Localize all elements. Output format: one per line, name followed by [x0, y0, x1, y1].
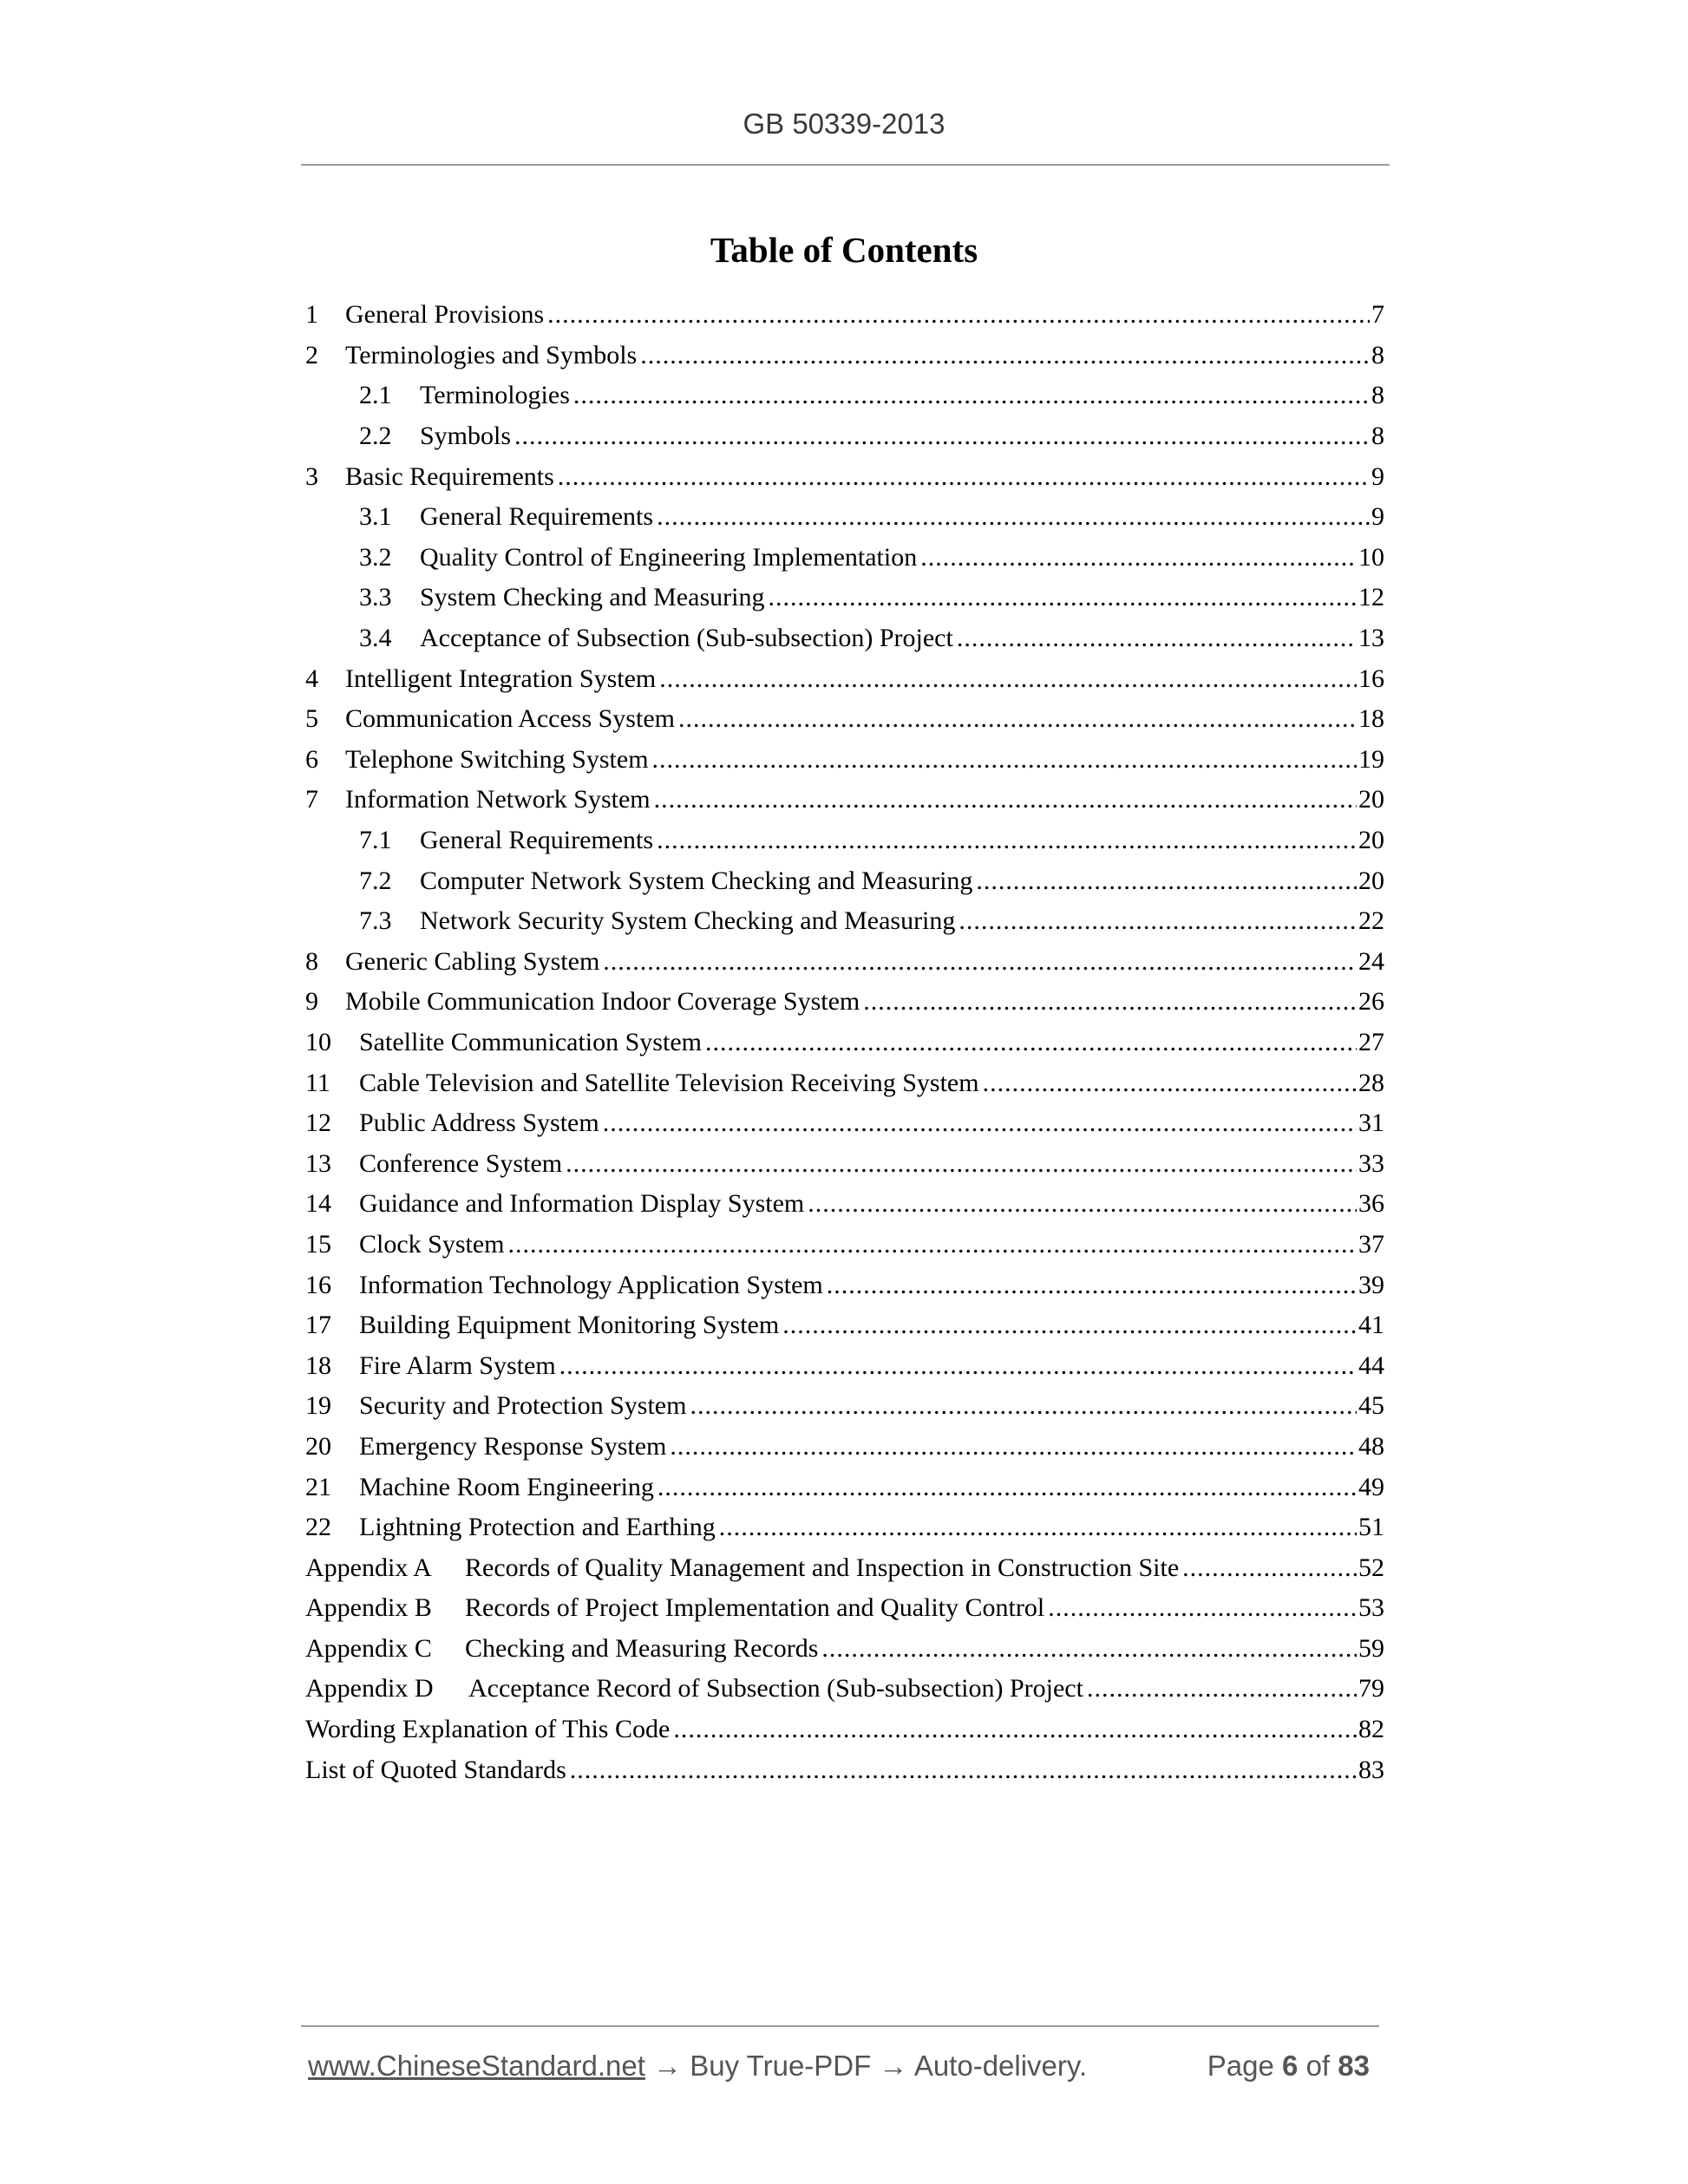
- toc-entry-it-application[interactable]: [305, 1265, 1384, 1305]
- toc-entry-number: 9: [305, 987, 318, 1017]
- toc-entry-wording-explanation[interactable]: [305, 1710, 1384, 1750]
- toc-entry-communication-access[interactable]: [305, 699, 1384, 740]
- toc-leader-dots: [1048, 1593, 1357, 1623]
- toc-entry-label: Network Security System Checking and Measuring: [420, 906, 956, 936]
- toc-entry-label: Fire Alarm System: [359, 1350, 556, 1380]
- toc-leader-dots: [983, 1069, 1357, 1098]
- toc-entry-label: Guidance and Information Display System: [359, 1189, 805, 1219]
- toc-entry-number: 2.2: [359, 422, 392, 451]
- toc-leader-dots: [957, 624, 1357, 653]
- toc-entry-label: Terminologies: [420, 381, 570, 410]
- toc-entry-page: 52: [1358, 1553, 1384, 1582]
- toc-entry-page: 24: [1358, 946, 1384, 976]
- toc-entry-label: Security and Protection System: [359, 1391, 687, 1421]
- toc-entry-label: Checking and Measuring Records: [465, 1633, 819, 1663]
- toc-entry-page: 12: [1358, 583, 1384, 612]
- toc-title: Table of Contents: [710, 230, 978, 270]
- toc-entry-clock-system[interactable]: [305, 1225, 1384, 1265]
- toc-entry-terminologies[interactable]: [305, 376, 1384, 416]
- toc-entry-page: 27: [1358, 1027, 1384, 1056]
- toc-entry-label: Machine Room Engineering: [359, 1472, 654, 1501]
- site-link[interactable]: www.ChineseStandard.net: [308, 2050, 645, 2082]
- toc-entry-number: 12: [305, 1108, 331, 1138]
- toc-entry-page: 83: [1358, 1755, 1384, 1784]
- toc-entry-number: 2.1: [359, 381, 392, 410]
- toc-entry-appendix-c[interactable]: [305, 1629, 1384, 1670]
- toc-leader-dots: [514, 422, 1370, 451]
- toc-entry-page: 51: [1358, 1513, 1384, 1542]
- footer-promo-text: → Buy True-PDF → Auto-delivery.: [653, 2050, 1088, 2082]
- toc-entry-page: 20: [1358, 826, 1384, 855]
- toc-leader-dots: [559, 1351, 1357, 1381]
- toc-entry-label: Generic Cabling System: [345, 946, 600, 976]
- toc-entry-number: 3.2: [359, 542, 392, 572]
- toc-entry-page: 36: [1358, 1189, 1384, 1219]
- toc-entry-number: 20: [305, 1431, 331, 1461]
- toc-entry-appendix-b[interactable]: [305, 1588, 1384, 1629]
- toc-entry-label: General Requirements: [420, 826, 654, 855]
- toc-entry-number: 18: [305, 1350, 331, 1380]
- toc-entry-quality-control[interactable]: [305, 538, 1384, 579]
- toc-leader-dots: [678, 704, 1357, 734]
- toc-leader-dots: [863, 987, 1357, 1017]
- toc-leader-dots: [958, 906, 1357, 936]
- toc-entry-page: 19: [1358, 744, 1384, 774]
- toc-entry-fire-alarm[interactable]: [305, 1345, 1384, 1386]
- page-total: 83: [1338, 2050, 1370, 2082]
- toc-entry-label: Quality Control of Engineering Implementation: [420, 542, 918, 572]
- toc-leader-dots: [652, 745, 1357, 775]
- toc-entry-label: List of Quoted Standards: [305, 1755, 566, 1784]
- toc-leader-dots: [808, 1189, 1357, 1219]
- toc-entry-generic-cabling[interactable]: [305, 942, 1384, 983]
- toc-entry-building-equipment[interactable]: [305, 1305, 1384, 1346]
- toc-entry-page: 33: [1358, 1148, 1384, 1178]
- toc-entry-label: Terminologies and Symbols: [345, 340, 638, 369]
- toc-leader-dots: [705, 1028, 1357, 1057]
- toc-entry-page: 31: [1358, 1108, 1384, 1138]
- toc-entry-page: 16: [1358, 664, 1384, 693]
- toc-leader-dots: [603, 947, 1357, 977]
- toc-entry-number: 17: [305, 1311, 331, 1340]
- toc-entry-number: 3.1: [359, 502, 392, 532]
- toc-entry-number: Appendix C: [305, 1633, 432, 1663]
- toc-entry-page: 20: [1358, 785, 1384, 814]
- toc-entry-number: 2: [305, 340, 318, 369]
- toc-entry-quoted-standards[interactable]: [305, 1749, 1384, 1790]
- toc-entry-information-network[interactable]: [305, 780, 1384, 821]
- toc-entry-page: 8: [1371, 381, 1384, 410]
- toc-entry-label: Wording Explanation of This Code: [305, 1715, 671, 1744]
- toc-entry-network-general-requirements[interactable]: [305, 821, 1384, 861]
- toc-entry-conference-system[interactable]: [305, 1143, 1384, 1184]
- toc-entry-page: 26: [1358, 987, 1384, 1017]
- toc-leader-dots: [657, 826, 1357, 855]
- toc-entry-cable-television[interactable]: [305, 1063, 1384, 1103]
- toc-leader-dots: [658, 1473, 1357, 1502]
- toc-leader-dots: [821, 1634, 1357, 1664]
- toc-entry-label: Intelligent Integration System: [345, 664, 657, 693]
- toc-leader-dots: [558, 462, 1370, 492]
- toc-entry-number: 8: [305, 946, 318, 976]
- toc-entry-page: 10: [1358, 542, 1384, 572]
- toc-entry-number: 11: [305, 1068, 330, 1097]
- toc-entry-satellite-communication[interactable]: [305, 1023, 1384, 1063]
- toc-leader-dots: [1182, 1553, 1357, 1583]
- toc-entry-label: Building Equipment Monitoring System: [359, 1311, 780, 1340]
- toc-leader-dots: [659, 664, 1357, 694]
- toc-entry-number: 3.3: [359, 583, 392, 612]
- toc-entry-number: 19: [305, 1391, 331, 1421]
- toc-entry-system-checking[interactable]: [305, 578, 1384, 618]
- toc-leader-dots: [768, 583, 1357, 612]
- toc-entry-number: 7.2: [359, 866, 392, 895]
- toc-leader-dots: [827, 1271, 1357, 1300]
- toc-entry-label: Symbols: [420, 422, 512, 451]
- toc-leader-dots: [719, 1513, 1357, 1542]
- toc-leader-dots: [1087, 1674, 1357, 1703]
- toc-leader-dots: [508, 1230, 1357, 1259]
- toc-entry-guidance-display[interactable]: [305, 1184, 1384, 1225]
- toc-entry-label: Computer Network System Checking and Measuring: [420, 866, 973, 895]
- toc-entry-machine-room[interactable]: [305, 1467, 1384, 1507]
- page-current: 6: [1282, 2050, 1299, 2082]
- toc-leader-dots: [690, 1391, 1357, 1421]
- toc-entry-general-requirements[interactable]: [305, 497, 1384, 538]
- toc-entry-page: 8: [1371, 340, 1384, 369]
- toc-entry-label: Information Network System: [345, 785, 651, 814]
- toc-entry-number: 10: [305, 1027, 331, 1056]
- toc-entry-number: 22: [305, 1513, 331, 1542]
- toc-entry-label: Telephone Switching System: [345, 744, 649, 774]
- toc-leader-dots: [640, 341, 1370, 370]
- toc-entry-page: 9: [1371, 461, 1384, 491]
- toc-entry-number: Appendix D: [305, 1674, 434, 1703]
- toc-entry-page: 59: [1358, 1633, 1384, 1663]
- toc-leader-dots: [976, 866, 1357, 896]
- toc-entry-public-address[interactable]: [305, 1103, 1384, 1144]
- toc-entry-label: Information Technology Application System: [359, 1270, 823, 1299]
- toc-entry-telephone-switching[interactable]: [305, 740, 1384, 781]
- toc-entry-network-security[interactable]: [305, 901, 1384, 942]
- toc-entry-page: 7: [1371, 300, 1384, 330]
- header-divider: [301, 164, 1390, 166]
- toc-entry-number: 13: [305, 1148, 331, 1178]
- toc-entry-label: General Requirements: [420, 502, 654, 532]
- toc-entry-appendix-d[interactable]: [305, 1669, 1384, 1710]
- footer-divider: [301, 2025, 1379, 2027]
- toc-entry-label: Mobile Communication Indoor Coverage System: [345, 987, 860, 1017]
- toc-entry-page: 13: [1358, 624, 1384, 653]
- toc-entry-mobile-communication[interactable]: [305, 982, 1384, 1023]
- toc-entry-general-provisions[interactable]: [305, 295, 1384, 336]
- toc-leader-dots: [782, 1311, 1357, 1340]
- toc-entry-label: Acceptance Record of Subsection (Sub-subsection) Project: [468, 1674, 1083, 1703]
- toc-entry-appendix-a[interactable]: [305, 1547, 1384, 1588]
- toc-entry-label: Basic Requirements: [345, 461, 554, 491]
- toc-entry-number: 21: [305, 1472, 331, 1501]
- toc-entry-page: 39: [1358, 1270, 1384, 1299]
- toc-entry-page: 45: [1358, 1391, 1384, 1421]
- toc-entry-number: 3.4: [359, 624, 392, 653]
- toc-entry-number: Appendix B: [305, 1593, 432, 1623]
- table-of-contents: [305, 295, 1384, 1790]
- toc-entry-page: 22: [1358, 906, 1384, 936]
- toc-entry-label: Records of Quality Management and Inspection in Construction Site: [465, 1553, 1180, 1582]
- of-word: of: [1305, 2050, 1331, 2082]
- toc-entry-number: Appendix A: [305, 1553, 432, 1582]
- toc-entry-page: 53: [1358, 1593, 1384, 1623]
- toc-leader-dots: [654, 785, 1357, 814]
- toc-entry-number: 15: [305, 1229, 331, 1259]
- toc-leader-dots: [573, 381, 1370, 410]
- toc-entry-page: 41: [1358, 1311, 1384, 1340]
- toc-leader-dots: [657, 502, 1370, 532]
- toc-entry-number: 1: [305, 300, 318, 330]
- toc-entry-intelligent-integration[interactable]: [305, 658, 1384, 699]
- toc-entry-label: Communication Access System: [345, 704, 675, 734]
- toc-entry-page: 28: [1358, 1068, 1384, 1097]
- toc-leader-dots: [566, 1149, 1357, 1179]
- toc-entry-label: Cable Television and Satellite Television Receiving System: [359, 1068, 979, 1097]
- toc-leader-dots: [670, 1432, 1357, 1461]
- toc-entry-terminologies-and-symbols[interactable]: [305, 336, 1384, 376]
- page-indicator: [1207, 2050, 1370, 2083]
- toc-leader-dots: [920, 543, 1357, 572]
- toc-entry-page: 49: [1358, 1472, 1384, 1501]
- toc-entry-basic-requirements[interactable]: [305, 456, 1384, 497]
- toc-entry-page: 20: [1358, 866, 1384, 895]
- toc-entry-page: 82: [1358, 1715, 1384, 1744]
- toc-entry-number: 6: [305, 744, 318, 774]
- toc-entry-emergency-response[interactable]: [305, 1427, 1384, 1468]
- toc-entry-number: 16: [305, 1270, 331, 1299]
- page-word: Page: [1207, 2050, 1274, 2082]
- toc-leader-dots: [547, 300, 1370, 330]
- toc-entry-label: Conference System: [359, 1148, 563, 1178]
- toc-entry-number: 3: [305, 461, 318, 491]
- toc-entry-label: General Provisions: [345, 300, 545, 330]
- toc-entry-page: 8: [1371, 422, 1384, 451]
- toc-entry-symbols[interactable]: [305, 416, 1384, 457]
- toc-entry-page: 18: [1358, 704, 1384, 734]
- toc-entry-number: 7.3: [359, 906, 392, 936]
- toc-leader-dots: [673, 1715, 1357, 1744]
- toc-entry-lightning-protection[interactable]: [305, 1507, 1384, 1548]
- toc-entry-security-protection[interactable]: [305, 1386, 1384, 1427]
- toc-entry-label: Clock System: [359, 1229, 505, 1259]
- toc-entry-page: 44: [1358, 1350, 1384, 1380]
- toc-entry-page: 37: [1358, 1229, 1384, 1259]
- toc-entry-acceptance-subsection[interactable]: [305, 618, 1384, 659]
- toc-entry-page: 79: [1358, 1674, 1384, 1703]
- toc-entry-computer-network[interactable]: [305, 860, 1384, 901]
- toc-entry-number: 4: [305, 664, 318, 693]
- toc-entry-label: Lightning Protection and Earthing: [359, 1513, 716, 1542]
- document-id-header: GB 50339-2013: [743, 108, 945, 140]
- toc-entry-page: 48: [1358, 1431, 1384, 1461]
- toc-leader-dots: [603, 1108, 1357, 1138]
- toc-entry-label: Acceptance of Subsection (Sub-subsection) Project: [420, 624, 953, 653]
- toc-entry-label: Emergency Response System: [359, 1431, 667, 1461]
- toc-entry-number: 14: [305, 1189, 331, 1219]
- toc-entry-number: 5: [305, 704, 318, 734]
- toc-entry-number: 7: [305, 785, 318, 814]
- toc-entry-label: System Checking and Measuring: [420, 583, 765, 612]
- toc-entry-label: Public Address System: [359, 1108, 599, 1138]
- footer-promo: [308, 2050, 1087, 2083]
- toc-entry-number: 7.1: [359, 826, 392, 855]
- toc-entry-page: 9: [1371, 502, 1384, 532]
- toc-entry-label: Records of Project Implementation and Quality Control: [465, 1593, 1045, 1623]
- toc-entry-label: Satellite Communication System: [359, 1027, 702, 1056]
- toc-leader-dots: [570, 1756, 1357, 1785]
